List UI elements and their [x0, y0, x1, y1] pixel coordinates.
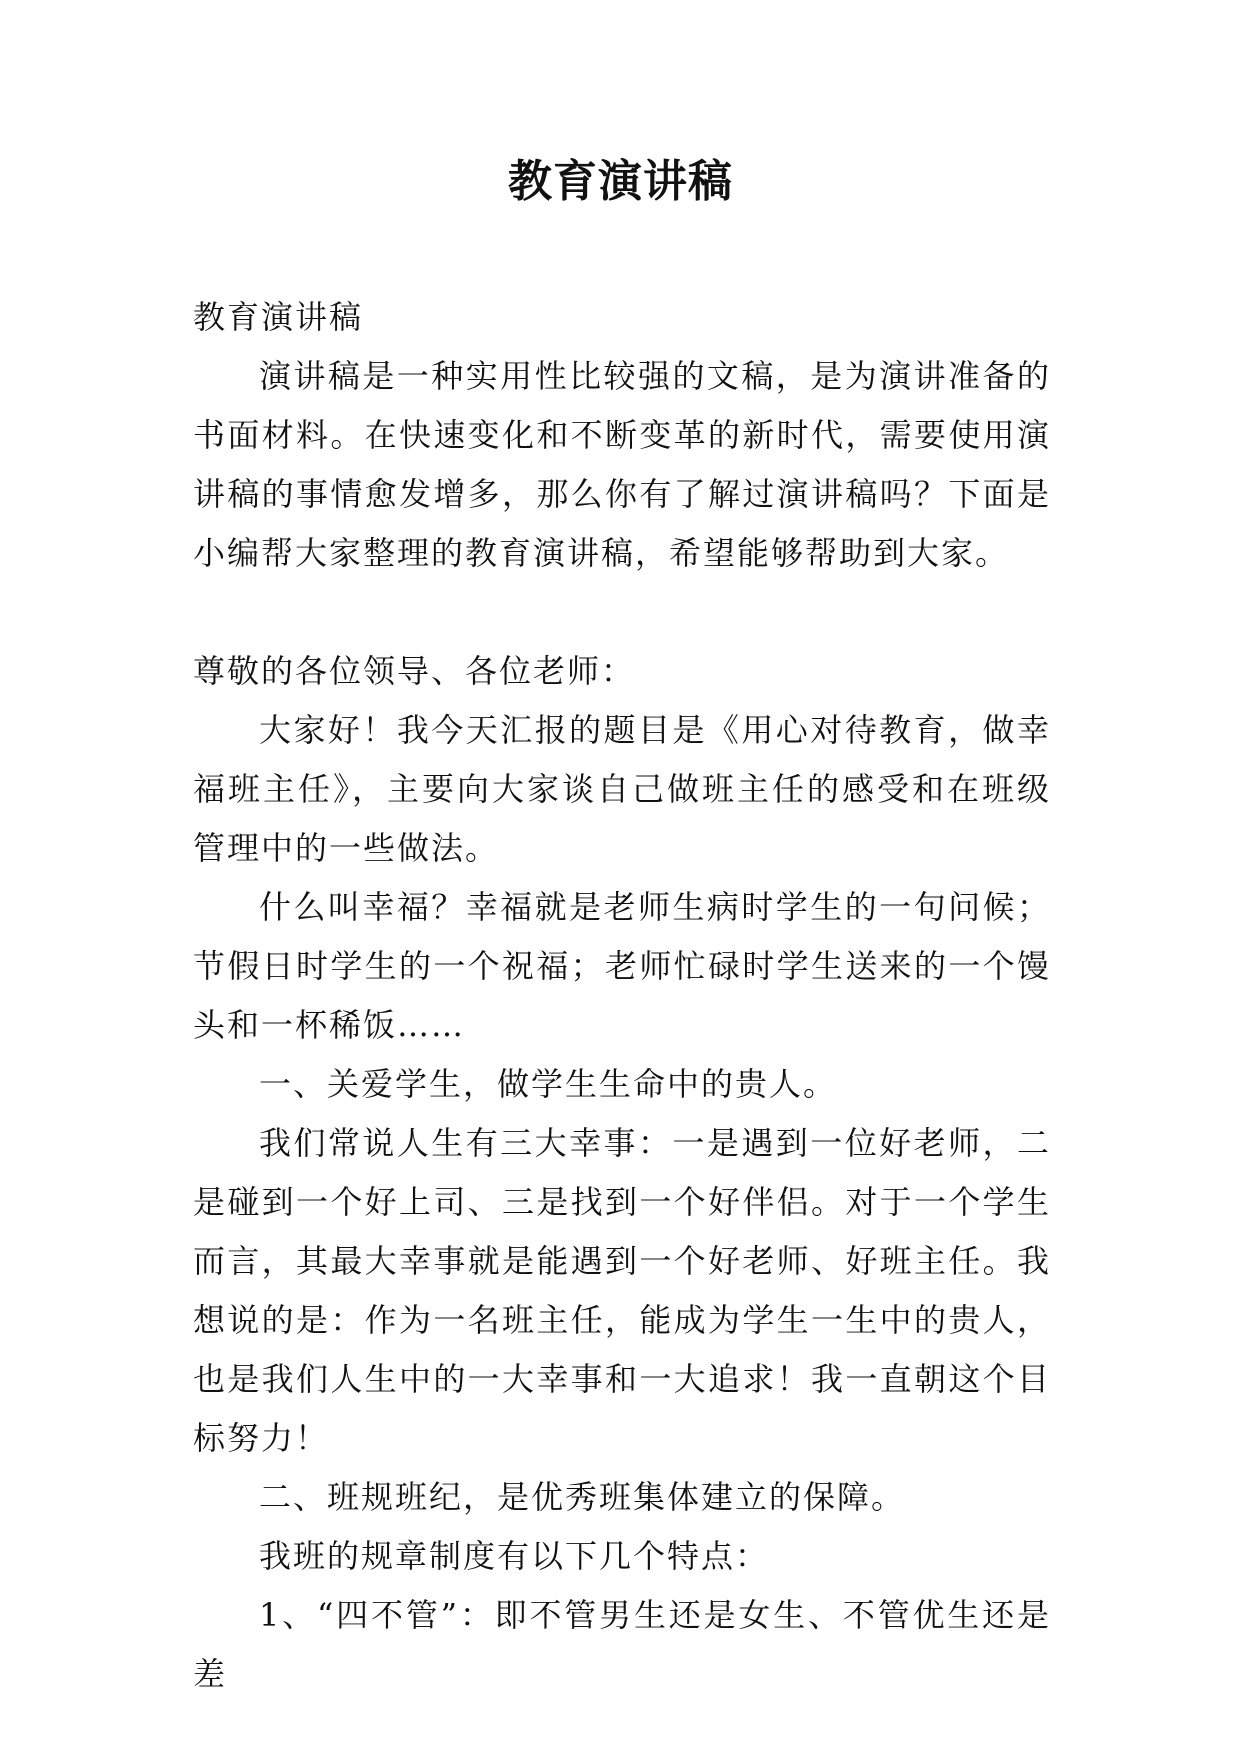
section-1-paragraph: 我们常说人生有三大幸事：一是遇到一位好老师，二是碰到一个好上司、三是找到一个好伴侣。对于一个学生而言，其最大幸事就是能遇到一个好老师、好班主任。我想说的是：作为一名班主任，能成为学生一生中的贵人，也是我们人生中的一大幸事和一大追求！我一直朝这个目标努力！ — [193, 1124, 1051, 1457]
rules-intro-paragraph: 我班的规章制度有以下几个特点： — [259, 1537, 770, 1575]
greeting-paragraph: 大家好！我今天汇报的题目是《用心对待教育，做幸福班主任》，主要向大家谈自己做班主任的感受和在班级管理中的一些做法。 — [193, 711, 1051, 867]
rule-1-paragraph: 1、“四不管”：即不管男生还是女生、不管优生还是差 — [193, 1596, 1051, 1693]
document-body — [193, 288, 1051, 1704]
happiness-paragraph: 什么叫幸福？幸福就是老师生病时学生的一句问候；节假日时学生的一个祝福；老师忙碌时学生送来的一个馒头和一杯稀饭…… — [193, 888, 1051, 1044]
section-heading-1: 一、关爱学生，做学生生命中的贵人。 — [259, 1065, 838, 1103]
document-title: 教育演讲稿 — [508, 156, 733, 207]
section-heading-2: 二、班规班纪，是优秀班集体建立的保障。 — [259, 1478, 906, 1516]
intro-paragraph: 演讲稿是一种实用性比较强的文稿，是为演讲准备的书面材料。在快速变化和不断变革的新时代，需要使用演讲稿的事情愈发增多，那么你有了解过演讲稿吗？下面是小编帮大家整理的教育演讲稿，希望能够帮助到大家。 — [193, 357, 1051, 572]
salutation: 尊敬的各位领导、各位老师： — [193, 652, 636, 690]
document-subtitle: 教育演讲稿 — [193, 298, 364, 336]
